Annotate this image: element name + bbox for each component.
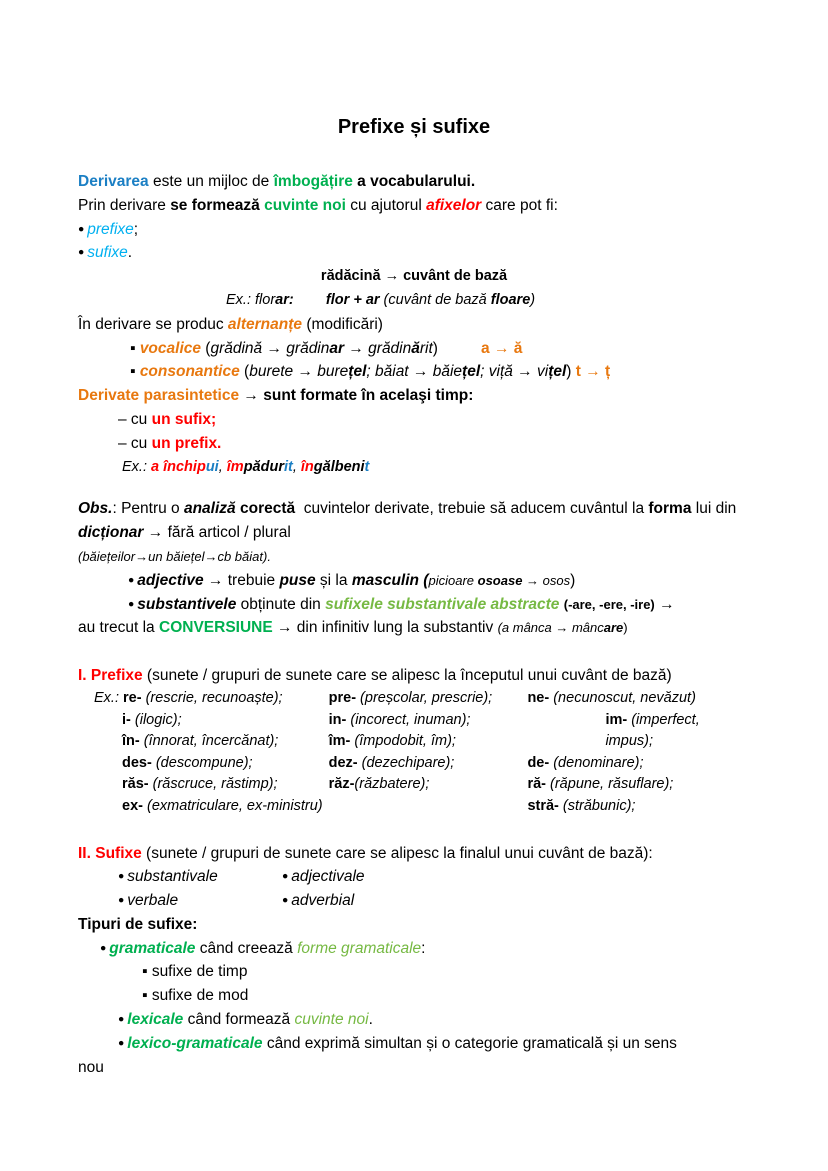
text-segment: consonantice [139,363,240,381]
text-segment: ) [570,571,576,589]
text-segment: → osos [522,572,571,588]
text-segment: corectă [235,500,296,518]
text-segment: răs- [122,776,149,793]
text-segment: ) [623,620,628,636]
text-segment: Prefixe și sufixe [337,116,491,138]
text-segment: ● [282,870,292,883]
text-line [527,796,750,818]
text-segment: (străbunic); [558,797,636,814]
text-segment: (înnorat, încercănat); [139,733,279,750]
text-line [94,710,329,732]
text-segment: (denominare); [549,754,644,771]
text-segment: a vocabularului. [352,173,476,190]
text-segment: pre- [328,689,357,706]
text-segment: picioare [428,572,478,588]
text-segment: substantivale [127,868,218,886]
text-segment: (ilogic); [130,711,182,728]
text-line [78,241,750,265]
text-line [527,753,750,775]
text-line [78,218,750,242]
text-segment: it [283,458,293,475]
text-segment: – cu [118,410,152,428]
text-line [329,753,528,775]
text-segment: Ex.: flor [226,291,276,308]
text-segment: grădină → grădin [210,339,330,357]
text-segment: → din infinitiv lung la substantiv [272,619,498,637]
text-line [78,960,750,984]
text-segment: , [292,458,301,475]
text-segment: cu ajutorul [345,196,427,214]
text-segment: se formează [170,196,265,214]
text-segment: gălbeni [313,458,365,475]
text-segment: puse [279,571,316,589]
text-line [118,865,282,889]
text-segment: floare [490,291,531,308]
text-segment: a închip [151,458,206,475]
text-segment: (incorect, inuman); [346,711,471,728]
text-segment: (răzbatere); [354,776,430,793]
text-segment: ( [239,363,250,381]
text-line [78,456,750,480]
page-title [78,114,750,140]
text-segment: vocalice [139,339,201,357]
text-line [78,569,750,593]
text-segment: ● [128,597,138,610]
text-segment: lexicale [127,1011,184,1029]
text-segment: Obs. [78,500,113,518]
text-segment: → [654,595,675,613]
text-segment: În derivare se produc [78,315,228,333]
text-segment: (sunete / grupuri de sunete care se alipesc la finalul unui cuvânt de bază): [141,844,653,862]
text-segment: gramaticale [109,939,196,957]
text-segment: adjective [137,571,204,589]
text-segment: Ex.: [122,458,152,475]
text-segment: când exprimă simultan și o categorie gramaticală și un sens [262,1034,677,1052]
text-line [78,497,750,545]
text-segment: când formează [183,1011,295,1029]
text-line [78,593,750,617]
text-segment: (rescrie, recunoaște); [141,689,283,706]
text-segment: (-are, -ere, -ire) [563,596,655,612]
text-segment: ● [118,894,128,907]
text-segment: I. Prefixe [78,667,143,685]
text-segment: când creează [195,939,298,957]
text-segment: II. Sufixe [78,844,142,862]
text-segment: → fără articol / plural [143,524,291,542]
text-segment: obținute din [236,595,326,613]
text-segment: (dezechipare); [357,754,455,771]
text-line [329,731,528,753]
text-line [78,170,750,194]
text-line [78,432,750,456]
text-segment: a → ă [481,339,523,357]
text-segment: dez- [328,754,358,771]
text-segment: este un mijloc de [148,173,274,190]
text-segment: în- [122,733,140,750]
text-segment: ex- [122,797,143,814]
text-line [527,774,750,796]
text-segment: afixelor [426,196,482,214]
text-segment: îm [226,458,244,475]
text-line [78,545,750,569]
text-segment: burete → bure [249,363,349,381]
text-segment: țel [548,363,567,381]
text-line [78,194,750,218]
spacer [78,818,750,842]
text-line [78,937,750,961]
text-segment: ) [530,291,536,308]
text-segment: analiză [183,500,236,518]
text-segment: nou [78,1058,104,1076]
spacer [78,640,750,664]
text-segment: (cuvânt de bază [379,291,491,308]
text-line [329,710,528,732]
text-segment: Derivate parasintetice [78,387,240,405]
text-segment: ne- [527,689,550,706]
text-segment: ui [205,458,219,475]
text-segment: prefixe [87,220,134,238]
text-segment: , [218,458,227,475]
text-line [78,1056,750,1080]
text-segment: ă [411,339,420,357]
text-segment: ● [128,573,138,586]
text-segment: → trebuie [203,571,280,589]
text-segment: au trecut la [78,619,159,637]
text-segment: : Pentru o [112,500,184,518]
text-segment: ; [133,220,139,238]
text-segment: cuvinte noi [294,1011,369,1029]
text-segment: ar: [275,291,294,308]
text-segment: de- [527,754,550,771]
column [94,688,329,818]
text-segment: lexico-gramaticale [127,1034,263,1052]
text-segment: substantivele [137,595,237,613]
text-line [78,842,750,866]
text-segment: forme gramaticale [297,939,422,957]
text-segment: în [300,458,314,475]
text-segment: ● [78,222,88,235]
text-segment: țel [348,363,367,381]
text-segment: dicționar [78,524,144,542]
text-segment: Ex.: [94,689,124,706]
text-segment [438,340,481,357]
text-segment: rădăcină → cuvânt de bază [320,268,508,285]
text-segment: țel [462,363,481,381]
text-line [78,337,750,361]
text-line [78,265,750,289]
spacer [78,140,750,170]
text-line [118,889,282,913]
text-segment: – cu [118,434,152,452]
text-line [94,688,329,710]
text-segment: Tipuri de sufixe: [78,915,198,933]
text-line [78,384,750,408]
text-segment: care pot fi: [481,196,558,214]
text-segment: ● [78,246,88,259]
text-segment: lui din [691,500,741,518]
text-segment: osoase [477,572,523,588]
text-segment: (împodobit, îm); [350,733,456,750]
text-line [78,984,750,1008]
text-line [94,731,329,753]
text-segment: adjectivale [291,868,365,886]
text-segment: verbale [127,892,179,910]
text-segment: (imperfect, impus); [605,711,704,750]
text-segment: (băiețeilor→un băiețel→cb băiat). [78,548,271,564]
text-segment: ● [118,870,128,883]
text-segment: sufixe de mod [151,987,249,1005]
prefix-table [78,688,750,818]
text-segment: ) [566,363,576,381]
text-segment: ; băiat → băie [366,363,463,381]
text-segment: ▪ [142,963,152,981]
text-segment: (modificări) [302,315,383,333]
text-segment: rit [419,339,433,357]
text-line [78,360,750,384]
text-segment: sufixele substantivale abstracte [325,595,560,613]
text-line [329,774,528,796]
text-line [282,889,365,913]
text-line [78,408,750,432]
text-segment: are [603,620,624,636]
text-line [78,616,750,640]
text-line [78,313,750,337]
text-segment: ar [329,339,345,357]
text-segment: (răpune, răsuflare); [546,776,674,793]
text-line [527,710,750,753]
column [118,865,282,913]
column [527,688,750,818]
text-segment: cuvintelor derivate, trebuie să aducem cuvântul la [295,500,649,518]
text-segment: Derivarea [78,173,149,190]
text-segment: sunt formate în acelaşi timp: [263,387,474,405]
text-segment: ● [282,894,292,907]
text-segment: t → ț [575,363,611,381]
column [329,688,528,818]
text-segment: (descompune); [151,754,253,771]
text-line [78,664,750,688]
text-line [78,289,750,313]
text-segment: pădur [243,458,284,475]
text-segment: . [127,244,133,262]
text-segment: ▪ [130,339,140,357]
text-segment: CONVERSIUNE [159,619,273,637]
text-segment: → grădin [344,339,412,357]
suffix-kinds [78,865,750,913]
text-line [78,913,750,937]
text-segment: un sufix; [151,410,217,428]
text-segment: in- [328,711,347,728]
text-segment: ( [201,339,211,357]
text-segment: t [364,458,370,475]
text-segment: alternanțe [227,315,303,333]
text-segment: ● [118,1013,128,1026]
text-segment: răz- [328,776,355,793]
text-segment: (necunoscut, nevăzut) [549,689,696,706]
text-segment: adverbial [291,892,355,910]
text-line [94,753,329,775]
text-segment: ● [118,1036,128,1049]
text-line [282,865,365,889]
text-segment: i- [122,711,131,728]
text-segment: și la [315,571,352,589]
text-segment: : [421,939,426,957]
text-line [94,796,329,818]
text-line [94,774,329,796]
text-line [78,1032,750,1056]
text-segment: im- [605,711,628,728]
text-segment: (exmatriculare, ex-ministru) [142,797,323,814]
text-line [329,688,528,710]
text-segment: re- [123,689,142,706]
text-segment: forma [648,500,692,518]
text-segment: ; viță → vi [480,363,549,381]
text-segment: Prin derivare [78,196,171,214]
text-segment: (a mânca → mânc [497,620,604,636]
text-segment: ● [100,941,110,954]
text-segment: (preșcolar, prescrie); [356,689,493,706]
text-segment: ră- [527,776,546,793]
text-segment: ) [432,339,438,357]
text-segment: stră- [527,797,559,814]
text-segment: îmbogățire [273,173,353,190]
text-segment: ▪ [142,987,152,1005]
text-line [78,1008,750,1032]
text-segment: (sunete / grupuri de sunete care se alipesc la începutul unui cuvânt de bază) [142,667,672,685]
text-segment: → [239,387,264,405]
text-segment: cuvinte noi [264,196,346,214]
text-segment: (răscruce, răstimp); [148,776,278,793]
text-segment: ▪ [130,363,140,381]
text-segment: des- [122,754,152,771]
text-segment: îm- [328,733,351,750]
column [282,865,365,913]
spacer [78,479,750,497]
text-segment: masculin ( [351,571,429,589]
text-segment: flor + ar [293,291,380,308]
text-segment: . [368,1011,373,1029]
text-segment: un prefix. [151,434,222,452]
text-segment: sufixe [87,244,128,262]
text-segment: sufixe de timp [151,963,248,981]
text-line [527,688,750,710]
